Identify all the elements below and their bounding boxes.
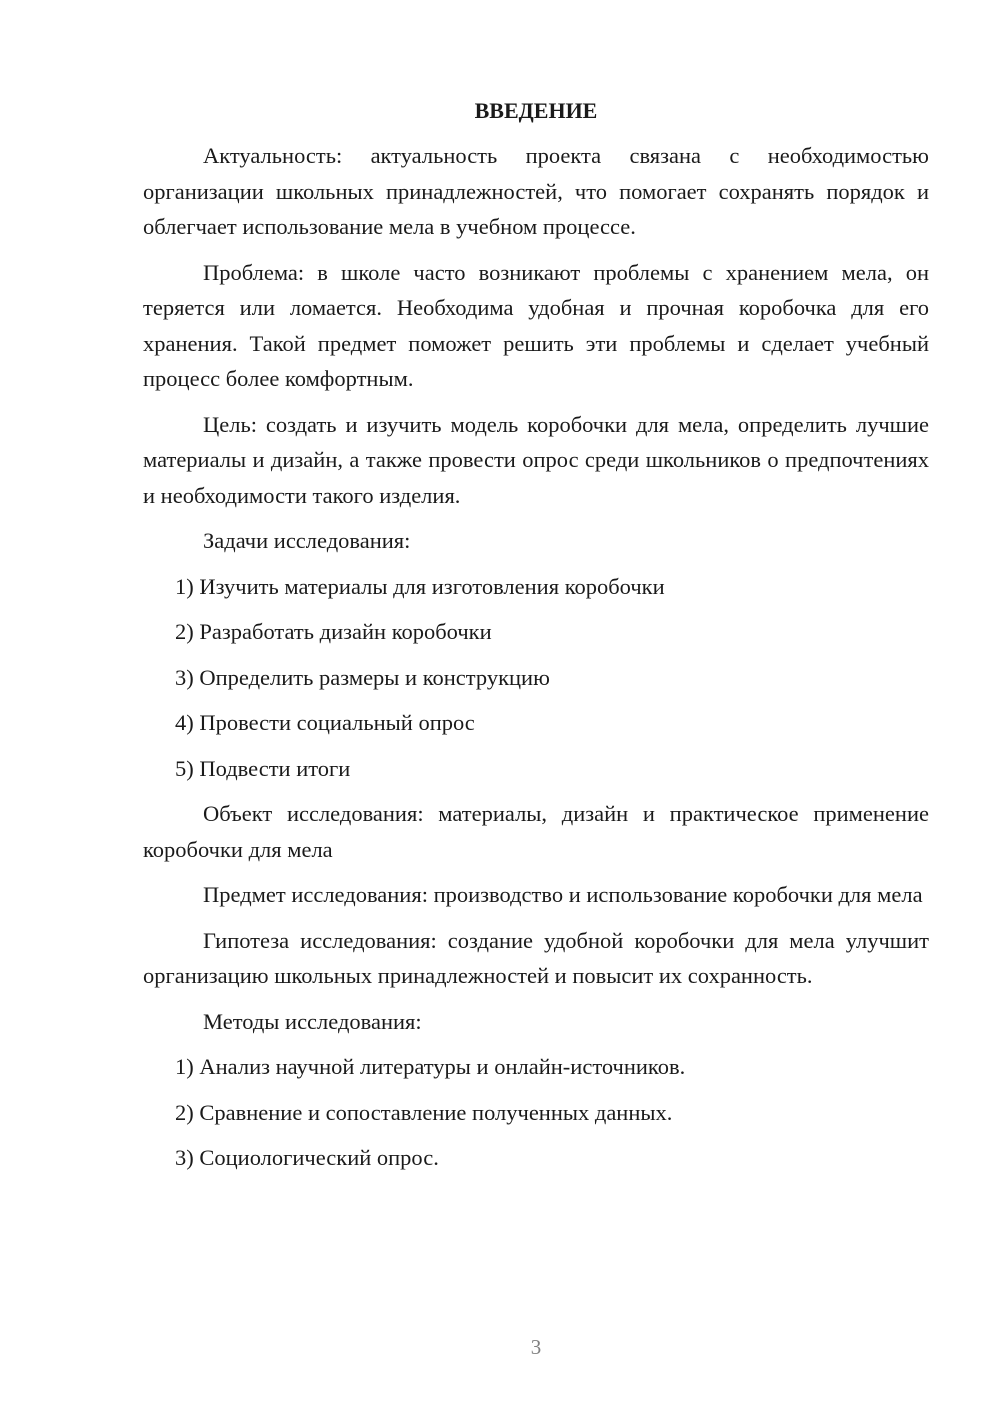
task-item-2: 2) Разработать дизайн коробочки bbox=[175, 619, 492, 644]
method-item-2: 2) Сравнение и сопоставление полученных данных. bbox=[175, 1099, 673, 1125]
object-paragraph: Объект исследования: материалы, дизайн и практическое применение коробочки для мела bbox=[143, 801, 929, 862]
tasks-heading: Задачи исследования: bbox=[203, 528, 411, 553]
task-item-3: 3) Определить размеры и конструкцию bbox=[175, 664, 550, 690]
page-title: ВВЕДЕНИЕ bbox=[474, 98, 598, 123]
task-item-4: 4) Провести социальный опрос bbox=[175, 710, 475, 735]
subject-paragraph: Предмет исследования: производство и использование коробочки для мела bbox=[203, 882, 923, 907]
goal-paragraph: Цель: создать и изучить модель коробочки для мела, определить лучшие материалы и дизайн, а также провести опрос среди школьников о предпочтениях и необходимости такого изделия. bbox=[143, 411, 929, 508]
task-item-1: 1) Изучить материалы для изготовления коробочки bbox=[175, 573, 665, 599]
methods-heading: Методы исследования: bbox=[203, 1008, 422, 1034]
problem-paragraph: Проблема: в школе часто возникают проблемы с хранением мела, он теряется или ломается. Необходима удобная и прочная коробочка для его хранения. Такой предмет поможет решить эти проблемы и сделает учебный процесс более комфортным. bbox=[143, 259, 929, 391]
method-item-3: 3) Социологический опрос. bbox=[175, 1145, 439, 1170]
methods-list bbox=[143, 1049, 929, 1176]
method-item-1: 1) Анализ научной литературы и онлайн-источников. bbox=[175, 1054, 686, 1079]
actuality-paragraph: Актуальность: актуальность проекта связана с необходимостью организации школьных принадлежностей, что помогает сохранять порядок и облегчает использование мела в учебном процессе. bbox=[143, 143, 929, 239]
tasks-list bbox=[143, 569, 929, 787]
hypothesis-paragraph: Гипотеза исследования: создание удобной коробочки для мела улучшит организацию школьных принадлежностей и повысит их сохранность. bbox=[143, 927, 929, 988]
page-number: 3 bbox=[530, 1335, 542, 1359]
task-item-5: 5) Подвести итоги bbox=[175, 755, 351, 781]
page-content bbox=[143, 96, 929, 1186]
